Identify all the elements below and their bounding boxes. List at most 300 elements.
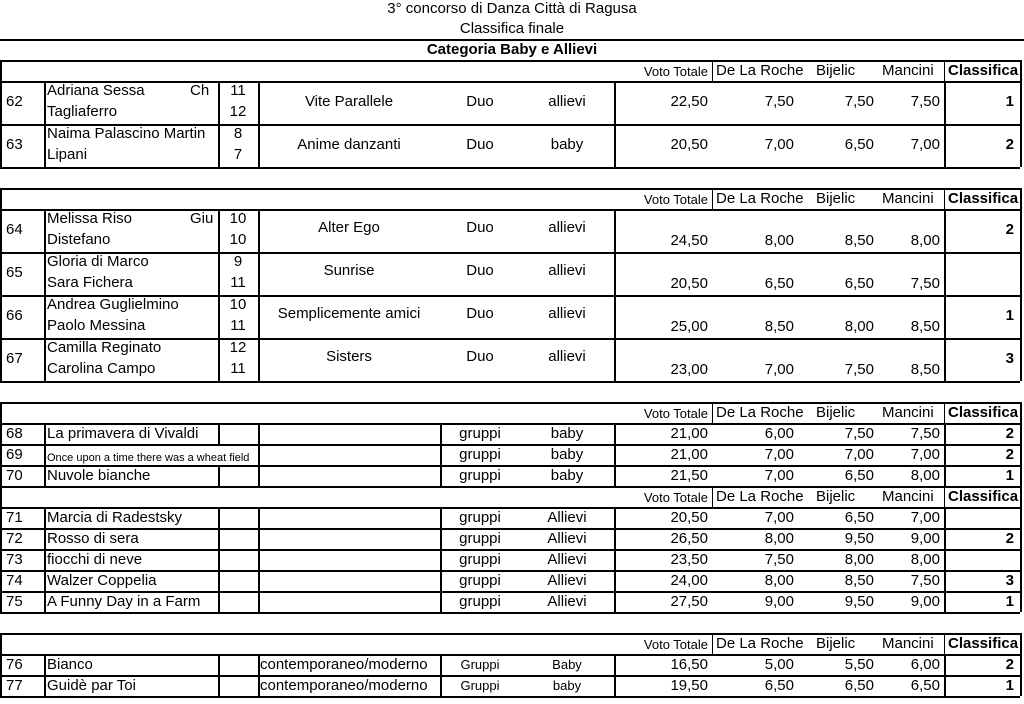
dancer-age: 8: [233, 125, 243, 142]
category-heading: Categoria Baby e Allievi: [426, 41, 598, 58]
entry-level: Baby: [552, 657, 582, 672]
score-de-la-roche: 8,50: [764, 318, 794, 335]
dance-style: contemporaneo/moderno: [260, 656, 428, 673]
grid-line: [44, 591, 46, 612]
grid-line: [44, 423, 46, 444]
entry-number: 67: [6, 350, 23, 367]
grid-line: [944, 654, 946, 675]
grid-line: [0, 60, 2, 167]
group-name: Guidè par Toi: [47, 677, 136, 694]
grid-line: [44, 338, 46, 381]
score-mancini: 7,50: [910, 425, 940, 442]
dancer-name: Sara Fichera: [47, 274, 133, 291]
dancer-name: Paolo Messina: [47, 317, 146, 334]
classifica-rank: 2: [1005, 446, 1014, 463]
grid-line: [258, 124, 260, 167]
grid-line: [440, 591, 442, 612]
score-mancini: 7,50: [910, 93, 940, 110]
score-de-la-roche: 6,50: [764, 275, 794, 292]
grid-line: [440, 528, 442, 549]
sheet-subtitle: Classifica finale: [459, 20, 565, 37]
dancer-age: 9: [233, 253, 243, 270]
grid-line: [440, 675, 442, 696]
dancer-age: 12: [229, 339, 247, 356]
entry-level: Allievi: [547, 593, 587, 610]
grid-line: [44, 507, 46, 528]
voto-totale: 19,50: [670, 677, 708, 694]
entry-number: 66: [6, 307, 23, 324]
grid-line: [44, 465, 46, 486]
score-mancini: 8,50: [910, 318, 940, 335]
dancer-age: 10: [229, 296, 247, 313]
grid-line: [218, 338, 220, 381]
entry-level: Allievi: [547, 551, 587, 568]
grid-line: [944, 486, 945, 507]
group-name: Nuvole bianche: [47, 467, 151, 484]
dancer-age: 11: [230, 360, 246, 377]
entry-level: baby: [550, 467, 584, 484]
judge-bijelic-header: Bijelic: [816, 62, 856, 79]
entry-level: baby: [550, 446, 584, 463]
dancer-name: Tagliaferro: [47, 103, 118, 120]
voto-totale: 21,50: [670, 467, 708, 484]
score-mancini: 7,50: [910, 275, 940, 292]
group-name: Walzer Coppelia: [47, 572, 157, 589]
dancer-age: 10: [229, 231, 247, 248]
grid-line: [440, 423, 442, 444]
grid-line: [258, 675, 260, 696]
score-mancini: 8,00: [910, 467, 940, 484]
voto-totale: 22,50: [670, 93, 708, 110]
classifica-header: Classifica: [948, 488, 1019, 505]
grid-line: [944, 402, 945, 423]
classifica-rank: 1: [1005, 467, 1014, 484]
entry-level: baby: [550, 136, 584, 153]
score-de-la-roche: 6,00: [764, 425, 794, 442]
group-name: A Funny Day in a Farm: [47, 593, 201, 610]
entry-number: 74: [6, 572, 23, 589]
judge-bijelic-header: Bijelic: [816, 635, 856, 652]
entry-number: 70: [6, 467, 23, 484]
grid-line: [614, 209, 616, 252]
grid-line: [0, 633, 2, 696]
classifica-rank: 1: [1005, 593, 1014, 610]
entry-type: gruppi: [459, 467, 501, 484]
entry-number: 63: [6, 136, 23, 153]
grid-line: [44, 549, 46, 570]
dance-style: contemporaneo/moderno: [260, 677, 428, 694]
grid-line: [44, 444, 46, 465]
entry-type: Duo: [466, 348, 494, 365]
entry-type: Gruppi: [460, 657, 500, 672]
dancer-age: 11: [230, 82, 246, 99]
classifica-header: Classifica: [948, 635, 1019, 652]
score-mancini: 7,00: [910, 446, 940, 463]
grid-line: [944, 252, 946, 295]
score-bijelic: 8,50: [844, 572, 874, 589]
grid-line: [44, 654, 46, 675]
grid-line: [218, 591, 220, 612]
voto-totale-header: Voto Totale: [643, 406, 708, 421]
classifica-rank: 2: [1005, 530, 1014, 547]
grid-line: [258, 591, 260, 612]
grid-line: [944, 633, 945, 654]
entry-level: allievi: [548, 305, 586, 322]
score-de-la-roche: 7,00: [764, 467, 794, 484]
score-bijelic: 7,00: [844, 446, 874, 463]
classifica-rank: 2: [1005, 656, 1014, 673]
grid-line: [614, 507, 616, 528]
dancer-age: 10: [229, 210, 247, 227]
grid-line: [944, 423, 946, 444]
classifica-rank: 3: [1005, 572, 1014, 589]
choreography-title: Semplicemente amici: [277, 305, 421, 322]
grid-line: [218, 423, 220, 444]
voto-totale: 27,50: [670, 593, 708, 610]
voto-totale: 25,00: [670, 318, 708, 335]
entry-type: Duo: [466, 93, 494, 110]
classifica-rank: 1: [1005, 93, 1014, 110]
grid-line: [218, 209, 220, 252]
score-bijelic: 6,50: [844, 275, 874, 292]
score-de-la-roche: 7,00: [764, 446, 794, 463]
grid-line: [258, 423, 260, 444]
grid-line: [258, 252, 260, 295]
score-mancini: 7,50: [910, 572, 940, 589]
score-mancini: 7,00: [910, 136, 940, 153]
choreography-title: Sisters: [326, 348, 372, 365]
grid-line: [44, 528, 46, 549]
score-mancini: 6,50: [910, 677, 940, 694]
classifica-header: Classifica: [948, 404, 1019, 421]
grid-line: [218, 654, 220, 675]
entry-type: Gruppi: [460, 678, 500, 693]
group-name: fiocchi di neve: [47, 551, 143, 568]
score-bijelic: 7,50: [844, 425, 874, 442]
choreography-title: Alter Ego: [318, 219, 380, 236]
entry-level: allievi: [548, 348, 586, 365]
grid-line: [44, 675, 46, 696]
dancer-name: Distefano: [47, 231, 111, 248]
score-bijelic: 8,00: [844, 318, 874, 335]
judge-mancini-header: Mancini: [882, 190, 934, 207]
voto-totale-header: Voto Totale: [643, 637, 708, 652]
grid-line: [614, 444, 616, 465]
choreography-title: Anime danzanti: [297, 136, 401, 153]
judge-mancini-header: Mancini: [882, 635, 934, 652]
group-name: Once upon a time there was a wheat field: [47, 452, 250, 464]
grid-line: [218, 81, 220, 124]
grid-line: [712, 60, 713, 81]
grid-line: [218, 252, 220, 295]
score-mancini: 6,00: [910, 656, 940, 673]
grid-line: [258, 549, 260, 570]
grid-line: [944, 675, 946, 696]
grid-line: [258, 654, 260, 675]
classifica-rank: 2: [1005, 221, 1014, 238]
grid-line: [1020, 402, 1022, 612]
dancer-name-overflow: Ch: [190, 82, 210, 99]
voto-totale: 24,50: [670, 232, 708, 249]
score-de-la-roche: 7,50: [764, 551, 794, 568]
grid-line: [614, 465, 616, 486]
judge-de-la-roche-header: De La Roche: [716, 488, 804, 505]
voto-totale: 16,50: [670, 656, 708, 673]
grid-line: [944, 465, 946, 486]
judge-mancini-header: Mancini: [882, 404, 934, 421]
dancer-name: Melissa Riso: [47, 210, 133, 227]
entry-type: Duo: [466, 262, 494, 279]
grid-line: [614, 570, 616, 591]
score-bijelic: 8,00: [844, 551, 874, 568]
grid-line: [944, 188, 945, 209]
grid-line: [258, 570, 260, 591]
grid-line: [614, 423, 616, 444]
classifica-rank: 3: [1005, 350, 1014, 367]
score-de-la-roche: 6,50: [764, 677, 794, 694]
dancer-age: 12: [229, 103, 247, 120]
voto-totale: 21,00: [670, 446, 708, 463]
entry-type: Duo: [466, 136, 494, 153]
dancer-age: 7: [233, 146, 243, 163]
sheet-title: 3° concorso di Danza Città di Ragusa: [387, 0, 637, 17]
grid-line: [0, 167, 1020, 169]
score-bijelic: 6,50: [844, 509, 874, 526]
voto-totale-header: Voto Totale: [643, 192, 708, 207]
grid-line: [44, 209, 46, 252]
score-de-la-roche: 8,00: [764, 530, 794, 547]
grid-line: [440, 654, 442, 675]
choreography-title: Sunrise: [323, 262, 375, 279]
grid-line: [440, 507, 442, 528]
classifica-rank: 2: [1005, 425, 1014, 442]
voto-totale-header: Voto Totale: [643, 64, 708, 79]
judge-bijelic-header: Bijelic: [816, 488, 856, 505]
classifica-header: Classifica: [948, 190, 1019, 207]
entry-number: 64: [6, 221, 23, 238]
entry-type: gruppi: [459, 593, 501, 610]
score-bijelic: 7,50: [844, 93, 874, 110]
grid-line: [614, 338, 616, 381]
score-bijelic: 5,50: [844, 656, 874, 673]
grid-line: [712, 188, 713, 209]
dancer-age: 11: [230, 274, 246, 291]
grid-line: [258, 444, 260, 465]
entry-type: gruppi: [459, 425, 501, 442]
voto-totale: 26,50: [670, 530, 708, 547]
entry-type: gruppi: [459, 530, 501, 547]
group-name: Marcia di Radestsky: [47, 509, 183, 526]
grid-line: [44, 124, 46, 167]
grid-line: [614, 591, 616, 612]
grid-line: [258, 209, 260, 252]
grid-line: [712, 486, 713, 507]
grid-line: [218, 570, 220, 591]
grid-line: [614, 252, 616, 295]
judge-bijelic-header: Bijelic: [816, 404, 856, 421]
score-bijelic: 9,50: [844, 593, 874, 610]
dancer-age: 11: [230, 317, 246, 334]
judge-de-la-roche-header: De La Roche: [716, 190, 804, 207]
score-mancini: 8,00: [910, 232, 940, 249]
judge-bijelic-header: Bijelic: [816, 190, 856, 207]
voto-totale: 23,00: [670, 361, 708, 378]
entry-type: gruppi: [459, 551, 501, 568]
score-de-la-roche: 8,00: [764, 232, 794, 249]
judge-de-la-roche-header: De La Roche: [716, 62, 804, 79]
voto-totale: 20,50: [670, 275, 708, 292]
score-de-la-roche: 8,00: [764, 572, 794, 589]
entry-level: allievi: [548, 262, 586, 279]
grid-line: [614, 528, 616, 549]
score-mancini: 9,00: [910, 530, 940, 547]
score-bijelic: 7,50: [844, 361, 874, 378]
grid-line: [44, 81, 46, 124]
grid-line: [1020, 633, 1022, 696]
grid-line: [944, 549, 946, 570]
grid-line: [218, 465, 220, 486]
grid-line: [944, 444, 946, 465]
score-de-la-roche: 5,00: [764, 656, 794, 673]
grid-line: [614, 549, 616, 570]
judge-mancini-header: Mancini: [882, 488, 934, 505]
grid-line: [440, 444, 442, 465]
entry-type: gruppi: [459, 572, 501, 589]
grid-line: [218, 124, 220, 167]
dancer-name: Lipani: [47, 146, 88, 163]
score-bijelic: 6,50: [844, 677, 874, 694]
grid-line: [712, 633, 713, 654]
score-mancini: 7,00: [910, 509, 940, 526]
grid-line: [44, 570, 46, 591]
voto-totale: 21,00: [670, 425, 708, 442]
entry-number: 75: [6, 593, 23, 610]
grid-line: [0, 696, 1020, 698]
entry-number: 72: [6, 530, 23, 547]
classifica-header: Classifica: [948, 62, 1019, 79]
grid-line: [1020, 60, 1022, 167]
grid-line: [0, 188, 2, 381]
entry-level: Allievi: [547, 530, 587, 547]
entry-number: 62: [6, 93, 23, 110]
voto-totale: 23,50: [670, 551, 708, 568]
grid-line: [944, 81, 946, 124]
grid-line: [440, 465, 442, 486]
grid-line: [218, 507, 220, 528]
judge-mancini-header: Mancini: [882, 62, 934, 79]
dancer-name: Andrea Guglielmino: [47, 296, 179, 313]
grid-line: [614, 295, 616, 338]
entry-number: 69: [6, 446, 23, 463]
grid-line: [218, 528, 220, 549]
grid-line: [440, 549, 442, 570]
grid-line: [944, 570, 946, 591]
grid-line: [944, 338, 946, 381]
grid-line: [218, 549, 220, 570]
grid-line: [44, 252, 46, 295]
entry-number: 71: [6, 509, 23, 526]
entry-type: Duo: [466, 305, 494, 322]
score-bijelic: 9,50: [844, 530, 874, 547]
grid-line: [0, 402, 2, 612]
grid-line: [258, 528, 260, 549]
choreography-title: Vite Parallele: [304, 93, 394, 110]
group-name: Bianco: [47, 656, 93, 673]
grid-line: [944, 124, 946, 167]
score-de-la-roche: 7,00: [764, 361, 794, 378]
score-bijelic: 6,50: [844, 136, 874, 153]
judge-de-la-roche-header: De La Roche: [716, 635, 804, 652]
grid-line: [614, 654, 616, 675]
grid-line: [258, 465, 260, 486]
grid-line: [614, 675, 616, 696]
entry-level: Allievi: [547, 572, 587, 589]
voto-totale: 20,50: [670, 136, 708, 153]
grid-line: [218, 295, 220, 338]
grid-line: [944, 528, 946, 549]
dancer-name: Adriana Sessa: [47, 82, 145, 99]
entry-number: 77: [6, 677, 23, 694]
score-de-la-roche: 7,50: [764, 93, 794, 110]
classifica-rank: 1: [1005, 677, 1014, 694]
grid-line: [944, 591, 946, 612]
score-mancini: 9,00: [910, 593, 940, 610]
entry-level: baby: [552, 678, 582, 693]
entry-type: gruppi: [459, 509, 501, 526]
entry-type: gruppi: [459, 446, 501, 463]
grid-line: [218, 675, 220, 696]
grid-line: [614, 81, 616, 124]
dancer-name: Gloria di Marco: [47, 253, 149, 270]
score-de-la-roche: 7,00: [764, 509, 794, 526]
grid-line: [944, 209, 946, 252]
group-name: La primavera di Vivaldi: [47, 425, 199, 442]
dancer-name: Camilla Reginato: [47, 339, 162, 356]
group-name: Rosso di sera: [47, 530, 139, 547]
score-mancini: 8,00: [910, 551, 940, 568]
grid-line: [944, 507, 946, 528]
grid-line: [440, 570, 442, 591]
entry-level: baby: [550, 425, 584, 442]
judge-de-la-roche-header: De La Roche: [716, 404, 804, 421]
entry-level: allievi: [548, 219, 586, 236]
entry-number: 65: [6, 264, 23, 281]
grid-line: [944, 295, 946, 338]
grid-line: [258, 507, 260, 528]
grid-line: [258, 338, 260, 381]
entry-number: 73: [6, 551, 23, 568]
grid-line: [258, 295, 260, 338]
entry-type: Duo: [466, 219, 494, 236]
entry-number: 68: [6, 425, 23, 442]
grid-line: [258, 81, 260, 124]
grid-line: [44, 295, 46, 338]
grid-line: [0, 612, 1020, 614]
grid-line: [944, 60, 945, 81]
score-bijelic: 6,50: [844, 467, 874, 484]
entry-level: allievi: [548, 93, 586, 110]
dancer-name: Naima Palascino Martin: [47, 125, 206, 142]
grid-line: [1020, 188, 1022, 381]
classifica-rank: 2: [1005, 136, 1014, 153]
score-de-la-roche: 9,00: [764, 593, 794, 610]
score-mancini: 8,50: [910, 361, 940, 378]
voto-totale: 24,00: [670, 572, 708, 589]
entry-level: Allievi: [547, 509, 587, 526]
classifica-rank: 1: [1005, 307, 1014, 324]
score-de-la-roche: 7,00: [764, 136, 794, 153]
voto-totale-header: Voto Totale: [643, 490, 708, 505]
